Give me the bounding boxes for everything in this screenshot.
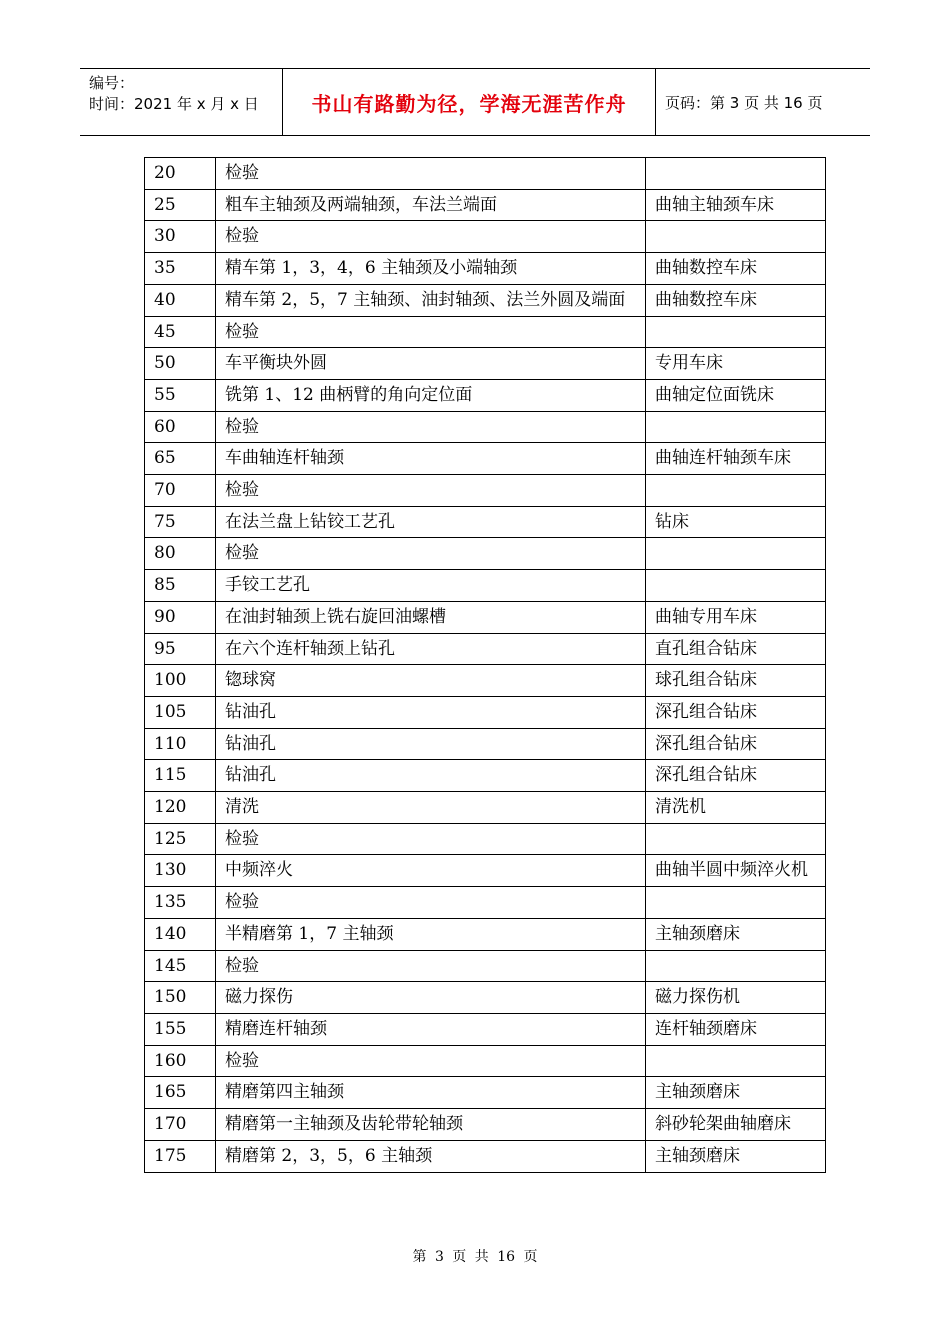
table-row — [145, 348, 826, 380]
equipment-cell — [646, 950, 826, 982]
header-motto: 书山有路勤为径，学海无涯苦作舟 — [311, 91, 627, 116]
header-id-label: 编号： — [89, 74, 135, 92]
operation-cell: 铣第 1、12 曲柄臂的角向定位面 — [216, 379, 646, 411]
step-number-cell: 65 — [145, 443, 216, 475]
table-row — [145, 728, 826, 760]
table-row — [145, 1045, 826, 1077]
header-page-info-cell — [656, 69, 870, 135]
table-row — [145, 823, 826, 855]
operation-cell: 检验 — [216, 823, 646, 855]
table-row — [145, 696, 826, 728]
step-number-cell: 155 — [145, 1013, 216, 1045]
operation-cell: 精磨第 2，3，5，6 主轴颈 — [216, 1140, 646, 1172]
table-row — [145, 538, 826, 570]
table-row — [145, 792, 826, 824]
equipment-cell: 曲轴专用车床 — [646, 601, 826, 633]
step-number-cell: 60 — [145, 411, 216, 443]
step-number-cell: 55 — [145, 379, 216, 411]
operation-cell: 钻油孔 — [216, 760, 646, 792]
operation-cell: 在油封轴颈上铣右旋回油螺槽 — [216, 601, 646, 633]
step-number-cell: 50 — [145, 348, 216, 380]
step-number-cell: 145 — [145, 950, 216, 982]
operation-cell: 锪球窝 — [216, 665, 646, 697]
table-row — [145, 221, 826, 253]
operation-cell: 钻油孔 — [216, 728, 646, 760]
equipment-cell: 深孔组合钻床 — [646, 696, 826, 728]
equipment-cell: 球孔组合钻床 — [646, 665, 826, 697]
equipment-cell: 曲轴半圆中频淬火机 — [646, 855, 826, 887]
equipment-cell — [646, 221, 826, 253]
step-number-cell: 70 — [145, 475, 216, 507]
equipment-cell — [646, 570, 826, 602]
step-number-cell: 140 — [145, 918, 216, 950]
step-number-cell: 80 — [145, 538, 216, 570]
step-number-cell: 30 — [145, 221, 216, 253]
operation-cell: 车平衡块外圆 — [216, 348, 646, 380]
step-number-cell: 165 — [145, 1077, 216, 1109]
table-row — [145, 982, 826, 1014]
operation-cell: 检验 — [216, 316, 646, 348]
step-number-cell: 175 — [145, 1140, 216, 1172]
process-table-body — [145, 158, 826, 1173]
header-time-label: 时间：2021 年 x 月 x 日 — [89, 95, 259, 113]
step-number-cell: 130 — [145, 855, 216, 887]
step-number-cell: 85 — [145, 570, 216, 602]
table-row — [145, 379, 826, 411]
equipment-cell: 主轴颈磨床 — [646, 918, 826, 950]
page-header — [80, 68, 870, 136]
table-row — [145, 316, 826, 348]
step-number-cell: 45 — [145, 316, 216, 348]
table-row — [145, 1077, 826, 1109]
table-row — [145, 443, 826, 475]
equipment-cell: 曲轴连杆轴颈车床 — [646, 443, 826, 475]
step-number-cell: 105 — [145, 696, 216, 728]
operation-cell: 手铰工艺孔 — [216, 570, 646, 602]
table-row — [145, 887, 826, 919]
header-motto-cell — [283, 69, 656, 135]
table-row — [145, 918, 826, 950]
step-number-cell: 150 — [145, 982, 216, 1014]
table-row — [145, 950, 826, 982]
operation-cell: 在法兰盘上钻铰工艺孔 — [216, 506, 646, 538]
process-table — [144, 157, 826, 1173]
step-number-cell: 75 — [145, 506, 216, 538]
operation-cell: 中频淬火 — [216, 855, 646, 887]
step-number-cell: 40 — [145, 284, 216, 316]
equipment-cell — [646, 411, 826, 443]
equipment-cell: 曲轴定位面铣床 — [646, 379, 826, 411]
operation-cell: 精磨连杆轴颈 — [216, 1013, 646, 1045]
equipment-cell: 直孔组合钻床 — [646, 633, 826, 665]
operation-cell: 检验 — [216, 158, 646, 190]
equipment-cell — [646, 887, 826, 919]
operation-cell: 检验 — [216, 221, 646, 253]
table-row — [145, 601, 826, 633]
table-row — [145, 633, 826, 665]
step-number-cell: 115 — [145, 760, 216, 792]
table-row — [145, 1013, 826, 1045]
step-number-cell: 100 — [145, 665, 216, 697]
table-row — [145, 189, 826, 221]
equipment-cell — [646, 158, 826, 190]
step-number-cell: 170 — [145, 1109, 216, 1141]
table-row — [145, 158, 826, 190]
equipment-cell — [646, 823, 826, 855]
operation-cell: 在六个连杆轴颈上钻孔 — [216, 633, 646, 665]
equipment-cell: 钻床 — [646, 506, 826, 538]
equipment-cell — [646, 538, 826, 570]
equipment-cell: 主轴颈磨床 — [646, 1077, 826, 1109]
equipment-cell — [646, 1045, 826, 1077]
equipment-cell: 连杆轴颈磨床 — [646, 1013, 826, 1045]
step-number-cell: 95 — [145, 633, 216, 665]
table-row — [145, 1109, 826, 1141]
operation-cell: 检验 — [216, 538, 646, 570]
equipment-cell: 斜砂轮架曲轴磨床 — [646, 1109, 826, 1141]
footer-page-number: 第 3 页 共 16 页 — [412, 1249, 538, 1265]
equipment-cell: 磁力探伤机 — [646, 982, 826, 1014]
table-row — [145, 570, 826, 602]
table-row — [145, 855, 826, 887]
operation-cell: 检验 — [216, 411, 646, 443]
header-page-info: 页码：第 3 页 共 16 页 — [665, 93, 823, 112]
operation-cell: 清洗 — [216, 792, 646, 824]
table-row — [145, 411, 826, 443]
step-number-cell: 25 — [145, 189, 216, 221]
operation-cell: 半精磨第 1，7 主轴颈 — [216, 918, 646, 950]
table-row — [145, 760, 826, 792]
equipment-cell: 曲轴主轴颈车床 — [646, 189, 826, 221]
operation-cell: 检验 — [216, 887, 646, 919]
equipment-cell: 深孔组合钻床 — [646, 728, 826, 760]
operation-cell: 检验 — [216, 1045, 646, 1077]
step-number-cell: 110 — [145, 728, 216, 760]
equipment-cell: 清洗机 — [646, 792, 826, 824]
equipment-cell: 深孔组合钻床 — [646, 760, 826, 792]
operation-cell: 钻油孔 — [216, 696, 646, 728]
equipment-cell: 曲轴数控车床 — [646, 284, 826, 316]
header-meta — [80, 69, 283, 135]
operation-cell: 精磨第四主轴颈 — [216, 1077, 646, 1109]
operation-cell: 精车第 2，5，7 主轴颈、油封轴颈、法兰外圆及端面 — [216, 284, 646, 316]
step-number-cell: 120 — [145, 792, 216, 824]
step-number-cell: 35 — [145, 253, 216, 285]
table-row — [145, 253, 826, 285]
operation-cell: 车曲轴连杆轴颈 — [216, 443, 646, 475]
table-row — [145, 665, 826, 697]
table-row — [145, 284, 826, 316]
step-number-cell: 135 — [145, 887, 216, 919]
operation-cell: 检验 — [216, 950, 646, 982]
operation-cell: 精车第 1，3，4，6 主轴颈及小端轴颈 — [216, 253, 646, 285]
equipment-cell — [646, 475, 826, 507]
page-footer — [0, 1246, 950, 1266]
table-row — [145, 475, 826, 507]
equipment-cell: 曲轴数控车床 — [646, 253, 826, 285]
equipment-cell: 专用车床 — [646, 348, 826, 380]
table-row — [145, 506, 826, 538]
step-number-cell: 125 — [145, 823, 216, 855]
operation-cell: 检验 — [216, 475, 646, 507]
operation-cell: 精磨第一主轴颈及齿轮带轮轴颈 — [216, 1109, 646, 1141]
operation-cell: 粗车主轴颈及两端轴颈，车法兰端面 — [216, 189, 646, 221]
step-number-cell: 160 — [145, 1045, 216, 1077]
step-number-cell: 90 — [145, 601, 216, 633]
equipment-cell — [646, 316, 826, 348]
operation-cell: 磁力探伤 — [216, 982, 646, 1014]
step-number-cell: 20 — [145, 158, 216, 190]
table-row — [145, 1140, 826, 1172]
equipment-cell: 主轴颈磨床 — [646, 1140, 826, 1172]
